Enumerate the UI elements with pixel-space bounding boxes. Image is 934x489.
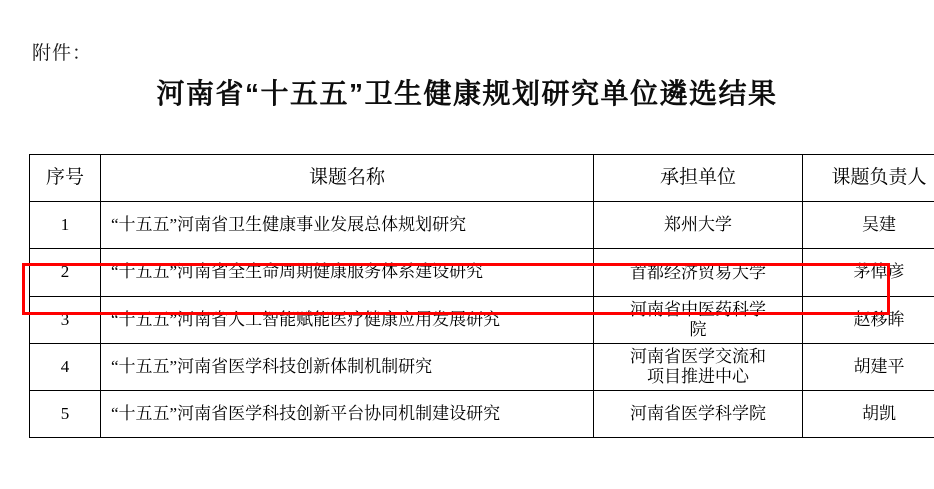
- results-table: [29, 154, 934, 438]
- row-no: 2: [30, 249, 101, 297]
- column-header-no: 序号: [30, 155, 101, 202]
- row-unit-line1: 河南省医学交流和: [630, 347, 766, 367]
- row-no: 3: [30, 297, 101, 344]
- row-unit-line1: 河南省医学科学院: [630, 404, 766, 424]
- row-name: “十五五”河南省卫生健康事业发展总体规划研究: [101, 202, 594, 249]
- row-owner: 吴建: [803, 202, 934, 249]
- results-table-container: [29, 154, 927, 438]
- row-unit-line1: 首都经济贸易大学: [630, 262, 766, 282]
- row-owner: 茅倬彦: [803, 249, 934, 297]
- column-header-unit: 承担单位: [594, 155, 803, 202]
- row-unit: [594, 297, 803, 344]
- row-name: “十五五”河南省全生命周期健康服务体系建设研究: [101, 249, 594, 297]
- table-row: [30, 202, 934, 249]
- table-row: [30, 344, 934, 391]
- row-owner: 胡凯: [803, 391, 934, 438]
- row-unit-line1: 河南省中医药科学: [630, 300, 766, 320]
- table-row: [30, 391, 934, 438]
- row-unit: [594, 344, 803, 391]
- row-owner: 胡建平: [803, 344, 934, 391]
- page-title: 河南省“十五五”卫生健康规划研究单位遴选结果: [156, 78, 778, 109]
- table-row: [30, 249, 934, 297]
- table-row: [30, 297, 934, 344]
- row-name: “十五五”河南省人工智能赋能医疗健康应用发展研究: [101, 297, 594, 344]
- column-header-name: 课题名称: [101, 155, 594, 202]
- row-unit: [594, 249, 803, 297]
- table-header: [30, 155, 934, 202]
- table-body: [30, 202, 934, 438]
- column-header-owner: 课题负责人: [803, 155, 934, 202]
- row-no: 5: [30, 391, 101, 438]
- row-unit: [594, 391, 803, 438]
- row-unit-line2: 项目推进中心: [647, 367, 749, 386]
- row-unit-line1: 郑州大学: [664, 215, 732, 235]
- row-no: 4: [30, 344, 101, 391]
- table-header-row: [30, 155, 934, 202]
- row-unit: [594, 202, 803, 249]
- row-no: 1: [30, 202, 101, 249]
- attachment-label: 附件：: [32, 43, 93, 64]
- row-name: “十五五”河南省医学科技创新平台协同机制建设研究: [101, 391, 594, 438]
- row-owner: 赵移眸: [803, 297, 934, 344]
- row-name: “十五五”河南省医学科技创新体制机制研究: [101, 344, 594, 391]
- row-unit-line2: 院: [689, 320, 707, 339]
